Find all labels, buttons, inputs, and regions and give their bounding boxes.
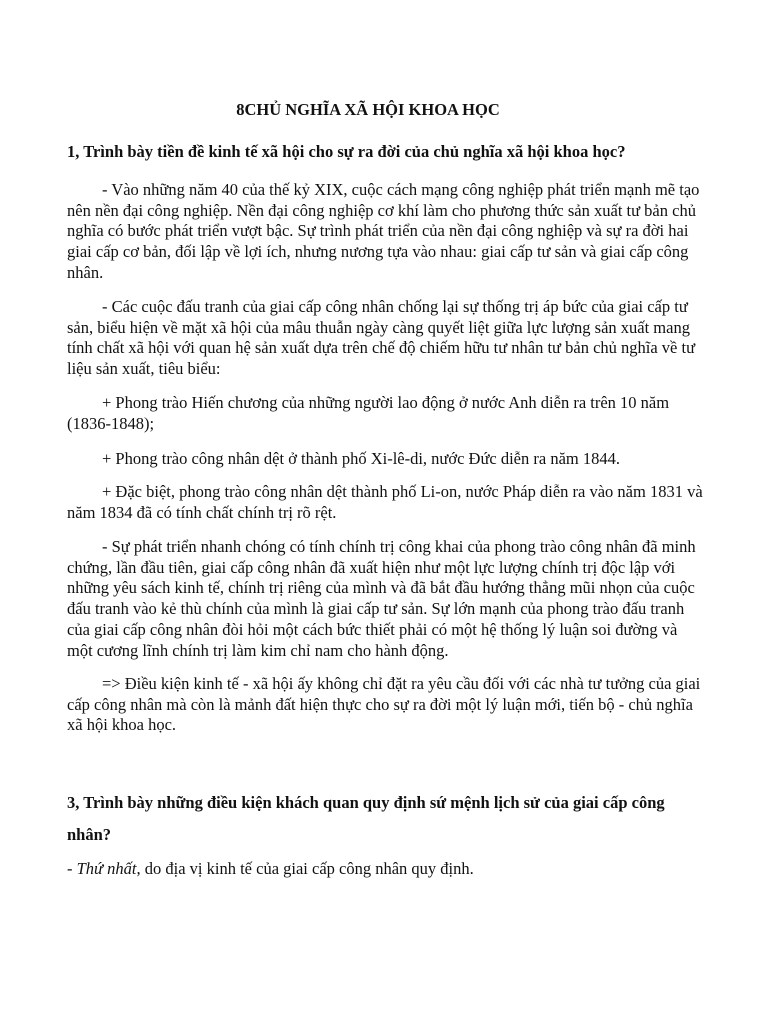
question-1-heading: 1, Trình bày tiền đề kinh tế xã hội cho sự ra đời của chủ nghĩa xã hội khoa học?: [67, 142, 626, 161]
paragraph-silesia-weavers: + Phong trào công nhân dệt ở thành phố Xi-lê-di, nước Đức diễn ra năm 1844.: [102, 449, 620, 468]
paragraph-conclusion: => Điều kiện kinh tế - xã hội ấy không chỉ đặt ra yêu cầu đối với các nhà tư tưởng của giai cấp công nhân mà còn là mảnh đất hiện thực cho sự ra đời một lý luận mới, tiến bộ - chủ nghĩa xã hội khoa học.: [67, 674, 701, 735]
first-condition-italic: Thứ nhất: [76, 859, 137, 878]
question-3-heading: 3, Trình bày những điều kiện khách quan quy định sứ mệnh lịch sử của giai cấp công nhân?: [67, 793, 665, 844]
first-condition-prefix: -: [67, 859, 77, 878]
paragraph-worker-struggles: - Các cuộc đấu tranh của giai cấp công nhân chống lại sự thống trị áp bức của giai cấp tư sản, biểu hiện về mặt xã hội của mâu thuẫn ngày càng quyết liệt giữa lực lượng sản xuất mang tính chất xã hội với quan hệ sản xuất dựa trên chế độ chiếm hữu tư nhân tư bản chủ nghĩa về tư liệu sản xuất, tiêu biểu:: [67, 297, 696, 379]
paragraph-chartist-movement: + Phong trào Hiến chương của những người lao động ở nước Anh diễn ra trên 10 năm (1836-1848);: [67, 393, 670, 433]
first-condition-rest: , do địa vị kinh tế của giai cấp công nhân quy định.: [136, 859, 474, 878]
paragraph-first-condition: [67, 859, 707, 880]
paragraph-political-development: - Sự phát triển nhanh chóng có tính chính trị công khai của phong trào công nhân đã minh chứng, lần đầu tiên, giai cấp công nhân đã xuất hiện như một lực lượng chính trị độc lập với những yêu sách kinh tế, chính trị riêng của mình và đã bắt đầu hướng thẳng mũi nhọn của cuộc đấu tranh vào kẻ thù chính của mình là giai cấp tư sản. Sự lớn mạnh của phong trào đấu tranh của giai cấp công nhân đòi hỏi một cách bức thiết phải có một hệ thống lý luận soi đường và một cương lĩnh chính trị làm kim chỉ nam cho hành động.: [67, 537, 696, 660]
paragraph-lyon-weavers: + Đặc biệt, phong trào công nhân dệt thành phố Li-on, nước Pháp diễn ra vào năm 1831 và năm 1834 đã có tính chất chính trị rõ rệt.: [67, 482, 703, 522]
paragraph-industrial-revolution: - Vào những năm 40 của thế kỷ XIX, cuộc cách mạng công nghiệp phát triển mạnh mẽ tạo nên nền đại công nghiệp. Nền đại công nghiệp cơ khí làm cho phương thức sản xuất tư bản chủ nghĩa có bước phát triển vượt bậc. Sự trình phát triển của nền đại công nghiệp và sự ra đời hai giai cấp cơ bản, đối lập về lợi ích, nhưng nương tựa vào nhau: giai cấp tư sản và giai cấp công nhân.: [67, 180, 700, 282]
document-title: 8CHỦ NGHĨA XÃ HỘI KHOA HỌC: [236, 100, 500, 119]
